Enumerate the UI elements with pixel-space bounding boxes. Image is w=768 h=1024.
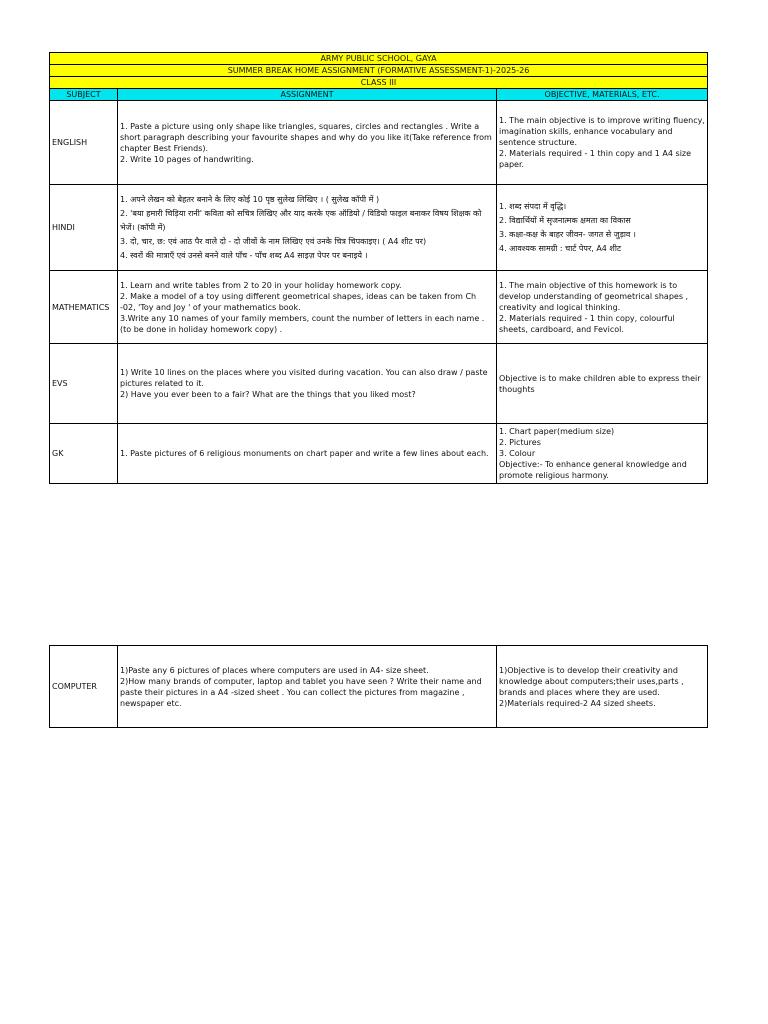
objective-line: 3. Colour [499,449,536,458]
assignment-cell [118,646,497,728]
assignment-line: 3. दो, चार, छ: एवं आठ पैर वाले दो - दो जीवों के नाम लिखिए एवं उनके चित्र चिपकाइए। ( A4 शीट पर) [120,236,427,246]
assignment-line: 1. Paste a picture using only shape like triangles, squares, circles and rectangles . Write a short paragraph describing your favourite shapes and why do you like it(Take reference from chapter Best Friends). [120,121,492,153]
school-name: ARMY PUBLIC SCHOOL, GAYA [50,53,708,65]
table-row-evs [50,344,708,424]
assignment-line: 3.Write any 10 names of your family members, count the number of letters in each name . (to be done in holiday homework copy) . [120,313,485,334]
assignment-line: 2) Have you ever been to a fair? What are the things that you liked most? [120,390,416,399]
table-row-english [50,101,708,185]
objective-cell [497,646,708,728]
objective-line: 1)Objective is to develop their creativity and knowledge about computers;their uses,parts , brands and places where they are used. [499,665,684,697]
school-name-row [50,53,708,65]
objective-line: 2. Materials required - 1 thin copy, colourful sheets, cardboard, and Fevicol. [499,313,675,334]
assignment-line: 2. Write 10 pages of handwriting. [120,154,254,164]
objective-line: 2. Materials required - 1 thin copy and 1 A4 size paper. [499,149,692,169]
subject-cell: COMPUTER [50,646,118,728]
computer-table [49,645,708,728]
objective-line: 4. आवश्यक सामग्री : चार्ट पेपर, A4 शीट [499,243,621,253]
assignment-line: 1. अपने लेखन को बेहतर बनाने के लिए कोई 10 पृष्ठ सुलेख लिखिए । ( सुलेख कॉपी में ) [120,194,380,204]
assignment-title: SUMMER BREAK HOME ASSIGNMENT (FORMATIVE ASSESSMENT-1)-2025-26 [50,65,708,77]
objective-line: 1. The main objective of this homework is to develop understanding of geometrical shapes , creativity and logical thinking. [499,280,689,312]
objective-cell [497,344,708,424]
column-header-objective: OBJECTIVE, MATERIALS, ETC. [497,89,708,101]
assignment-title-row [50,65,708,77]
table-row-computer [50,646,708,728]
objective-line: 2. विद्यार्थियों में सृजनात्मक क्षमता का विकास [499,215,631,225]
objective-line: Objective is to make children able to express their thoughts [499,373,701,394]
objective-cell [497,185,708,271]
assignment-cell [118,101,497,185]
subject-cell: MATHEMATICS [50,271,118,344]
assignment-line: 1)Paste any 6 pictures of places where computers are used in A4- size sheet. [120,665,429,675]
objective-line: 1. शब्द संपदा में वृद्धि। [499,201,567,211]
objective-line: Objective:- To enhance general knowledge and promote religious harmony. [499,460,687,480]
objective-line: 1. Chart paper(medium size) [499,427,615,436]
column-header-row [50,89,708,101]
objective-line: 2)Materials required-2 A4 sized sheets. [499,698,656,708]
objective-cell [497,101,708,185]
objective-cell [497,271,708,344]
assignment-cell [118,344,497,424]
objective-cell [497,424,708,484]
class-row [50,77,708,89]
assignment-line: 1. Paste pictures of 6 religious monuments on chart paper and write a few lines about each. [120,449,489,458]
assignment-line: 2. Make a model of a toy using different geometrical shapes, ideas can be taken from Ch -02, 'Toy and Joy ' of your mathematics book. [120,291,477,312]
subject-cell: EVS [50,344,118,424]
subject-cell: GK [50,424,118,484]
assignment-line: 2)How many brands of computer, laptop and tablet you have seen ? Write their name and paste their pictures in a A4 -sized sheet . You can collect the pictures from magazine , newspaper etc. [120,676,482,708]
assignment-cell [118,424,497,484]
objective-line: 2. Pictures [499,438,541,447]
table-row-gk [50,424,708,484]
homework-table [49,52,708,484]
assignment-line: 1) Write 10 lines on the places where you visited during vacation. You can also draw / paste pictures related to it. [120,368,488,388]
table-row-hindi [50,185,708,271]
assignment-cell [118,185,497,271]
assignment-cell [118,271,497,344]
subject-cell: ENGLISH [50,101,118,185]
assignment-line: 1. Learn and write tables from 2 to 20 in your holiday homework copy. [120,280,402,290]
column-header-assignment: ASSIGNMENT [118,89,497,101]
assignment-line: 2. 'बया हमारी चिड़िया रानी' कविता को सचित्र लिखिए और याद करके एक ऑडियो / विडियो फाइल बनाकर विषय शिक्षक को भेजें। (कॉपी में) [120,208,482,232]
table-row-mathematics [50,271,708,344]
class-label: CLASS III [50,77,708,89]
assignment-line: 4. स्वरों की मात्राएँ एवं उनसे बनने वाले पाँच - पाँच शब्द A4 साइज़ पेपर पर बनाइये । [120,250,368,260]
objective-line: 3. कक्षा-कक्ष के बाहर जीवन- जगत से जुड़ाव । [499,229,636,239]
column-header-subject: SUBJECT [50,89,118,101]
subject-cell: HINDI [50,185,118,271]
objective-line: 1. The main objective is to improve writing fluency, imagination skills, enhance vocabulary and sentence structure. [499,116,705,147]
